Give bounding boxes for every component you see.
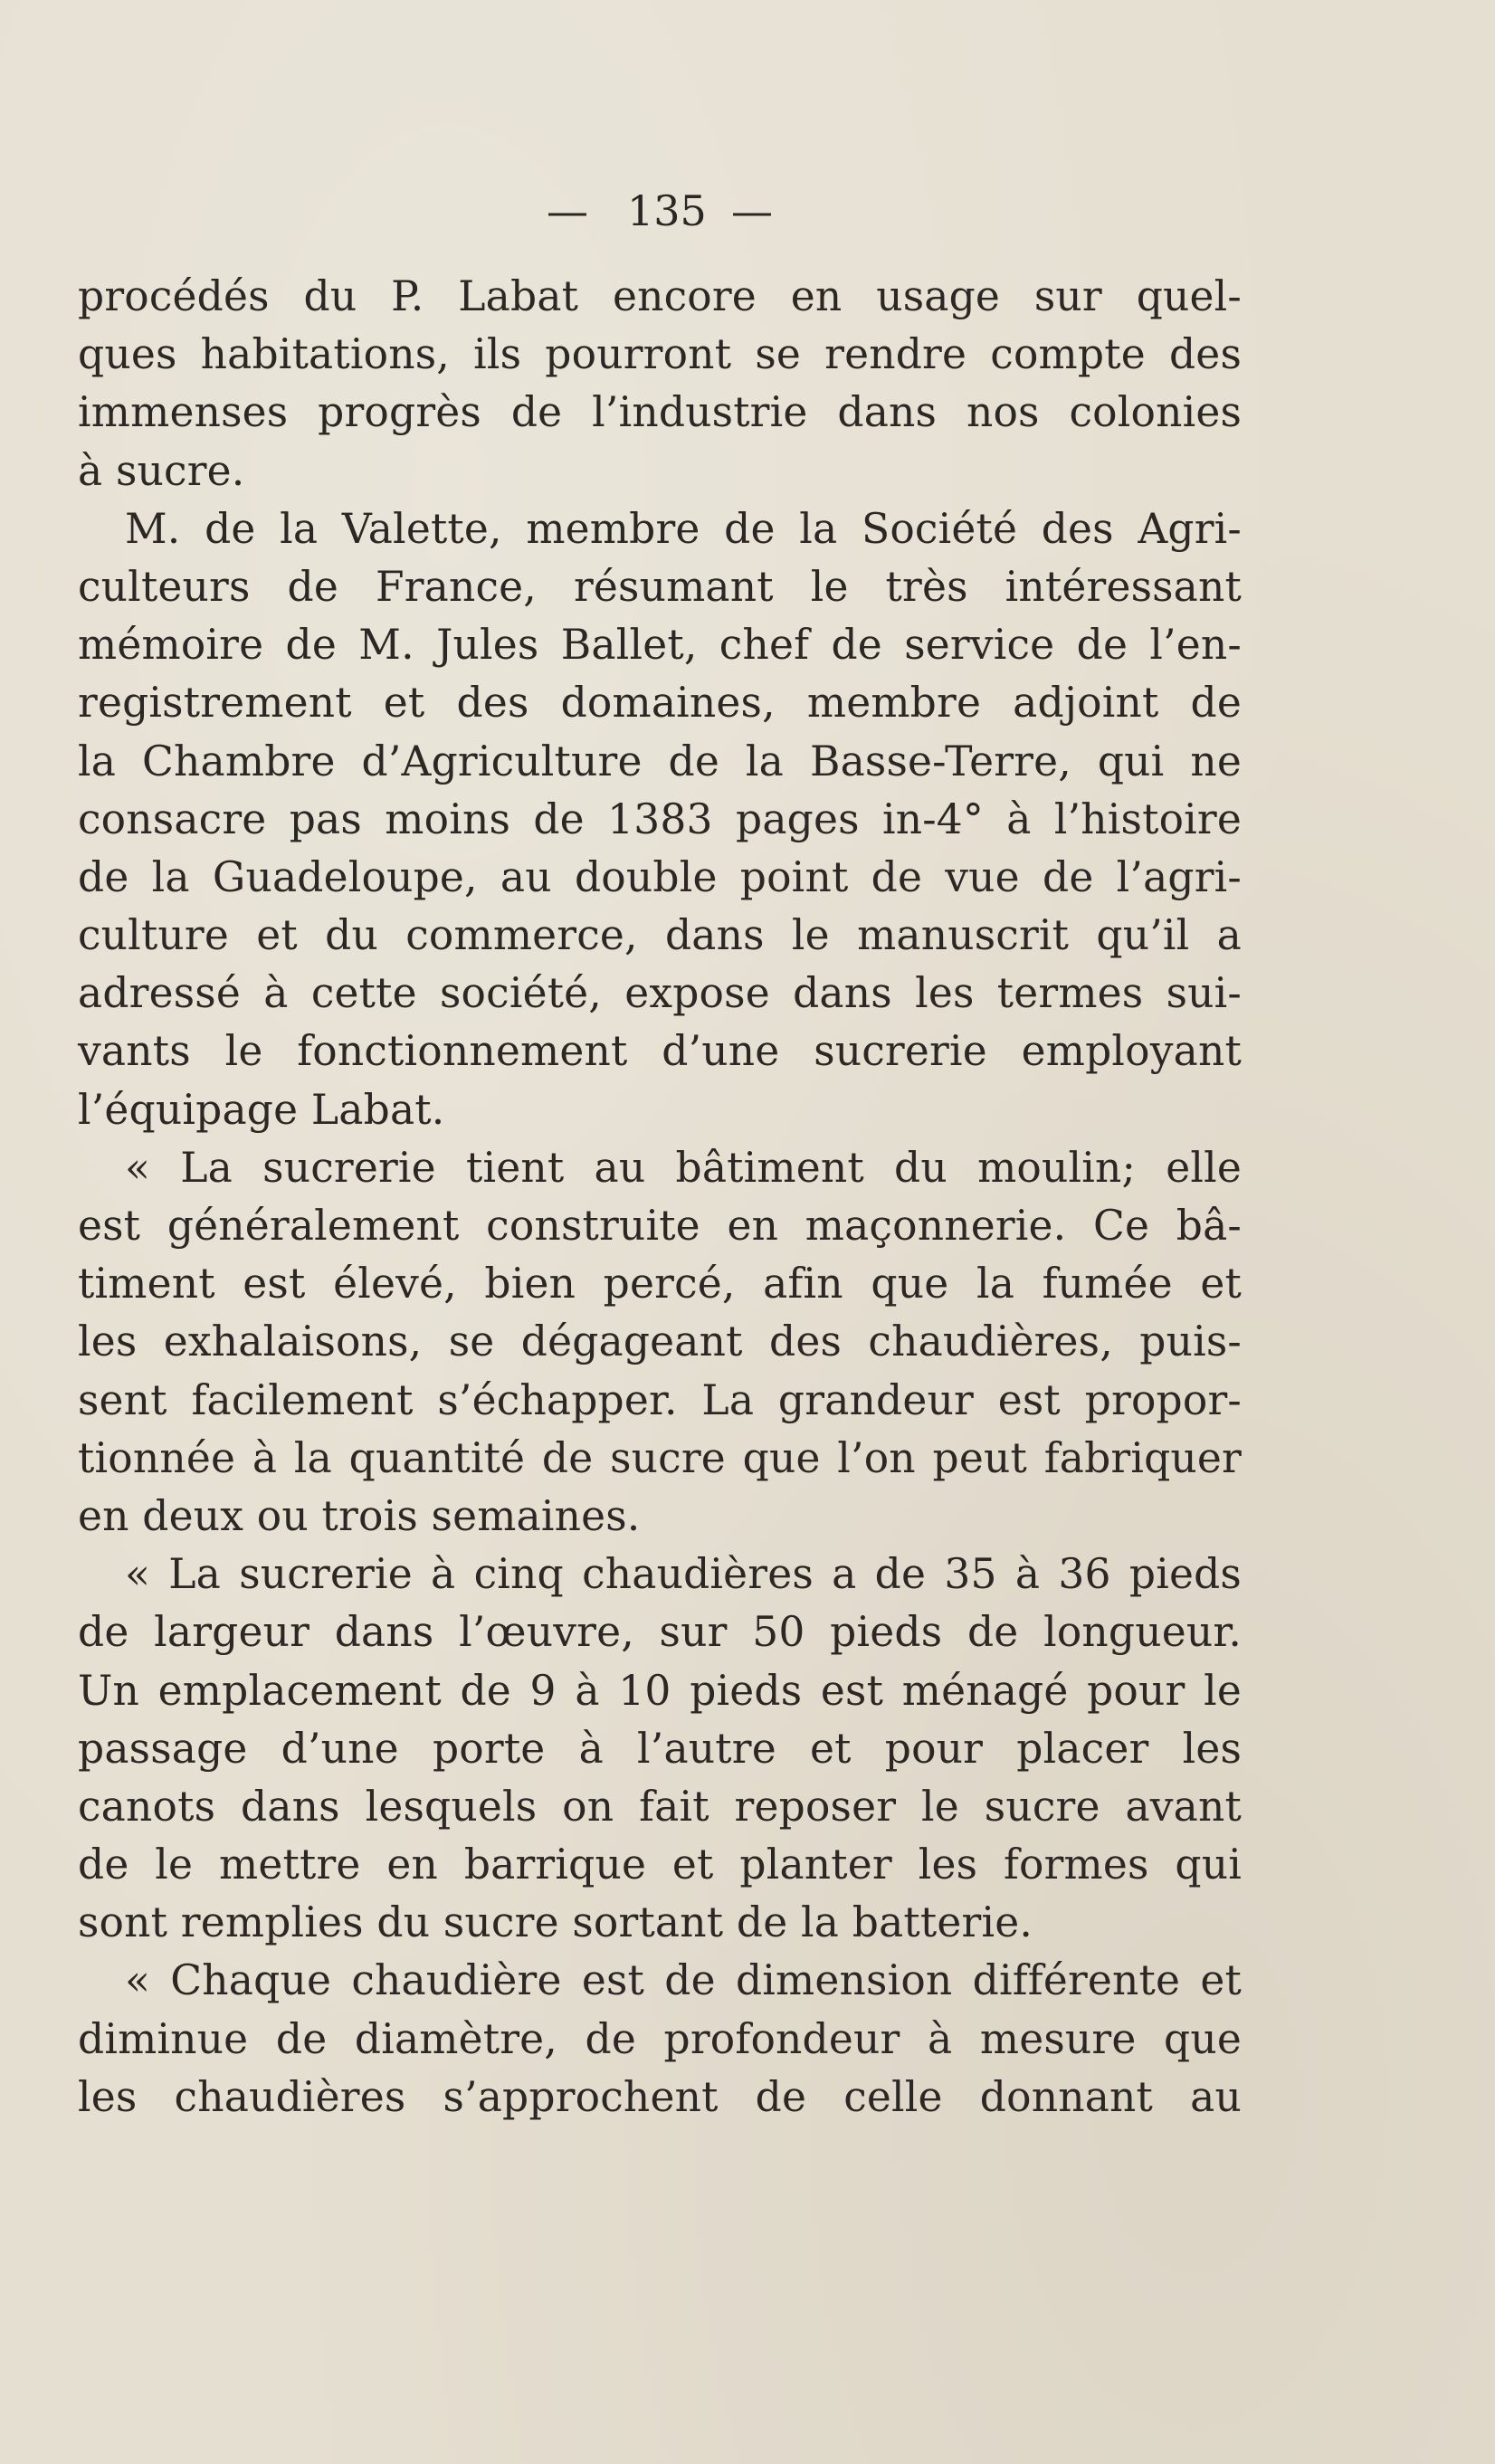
text-line: les chaudières s’approchent de celle donnant au [78,2072,1242,2121]
text-line: en deux ou trois semaines. [78,1491,641,1540]
text-line: culteurs de France, résumant le très intéressant [78,562,1242,611]
text-line: adressé à cette société, expose dans les termes sui- [78,969,1242,1018]
text-line: procédés du P. Labat encore en usage sur quel- [78,272,1242,320]
text-line: ques habitations, ils pourront se rendre compte des [78,330,1242,379]
text-line: canots dans lesquels on fait reposer le sucre avant [78,1782,1242,1831]
text-line: timent est élevé, bien percé, afin que la fumée et [78,1260,1242,1308]
text-line: de le mettre en barrique et planter les formes qui [78,1841,1242,1889]
text-line: mémoire de M. Jules Ballet, chef de service de l’en- [78,621,1242,670]
text-line: sont remplies du sucre sortant de la batterie. [78,1898,1033,1947]
text-line: M. de la Valette, membre de la Société des Agri- [125,504,1242,553]
text-line: « Chaque chaudière est de dimension différente et [125,1956,1242,2005]
text-line: « La sucrerie à cinq chaudières a de 35 à 36 pieds [125,1550,1242,1599]
folio-dash-left: — [547,186,588,235]
text-line: « La sucrerie tient au bâtiment du moulin; elle [125,1143,1242,1192]
text-line: registrement et des domaines, membre adjoint de [78,679,1242,728]
text-line: Un emplacement de 9 à 10 pieds est ménagé pour le [78,1666,1242,1715]
text-line: est généralement construite en maçonnerie. Ce bâ- [78,1202,1242,1250]
text-line: de la Guadeloupe, au double point de vue de l’agri- [78,852,1242,901]
text-line: à sucre. [78,446,245,495]
text-line: tionnée à la quantité de sucre que l’on peut fabriquer [78,1433,1242,1482]
text-line: vants le fonctionnement d’une sucrerie employant [78,1027,1242,1076]
text-line: sent facilement s’échapper. La grandeur est propor- [78,1375,1242,1424]
text-line: les exhalaisons, se dégageant des chaudières, puis- [78,1318,1242,1366]
text-line: consacre pas moins de 1383 pages in-4° à l’histoire [78,794,1242,843]
body-text [78,268,1242,2126]
text-line: diminue de diamètre, de profondeur à mesure que [78,2014,1242,2063]
text-line: de largeur dans l’œuvre, sur 50 pieds de longueur. [78,1608,1242,1657]
text-line: immenses progrès de l’industrie dans nos colonies [78,388,1242,437]
page-number: 135 [627,186,707,235]
text-line: l’équipage Labat. [78,1085,445,1134]
text-line: la Chambre d’Agriculture de la Basse-Terre, qui ne [78,737,1242,785]
text-line: passage d’une porte à l’autre et pour placer les [78,1724,1242,1773]
folio-dash-right: — [731,186,773,235]
text-line: culture et du commerce, dans le manuscrit qu’il a [78,911,1242,960]
